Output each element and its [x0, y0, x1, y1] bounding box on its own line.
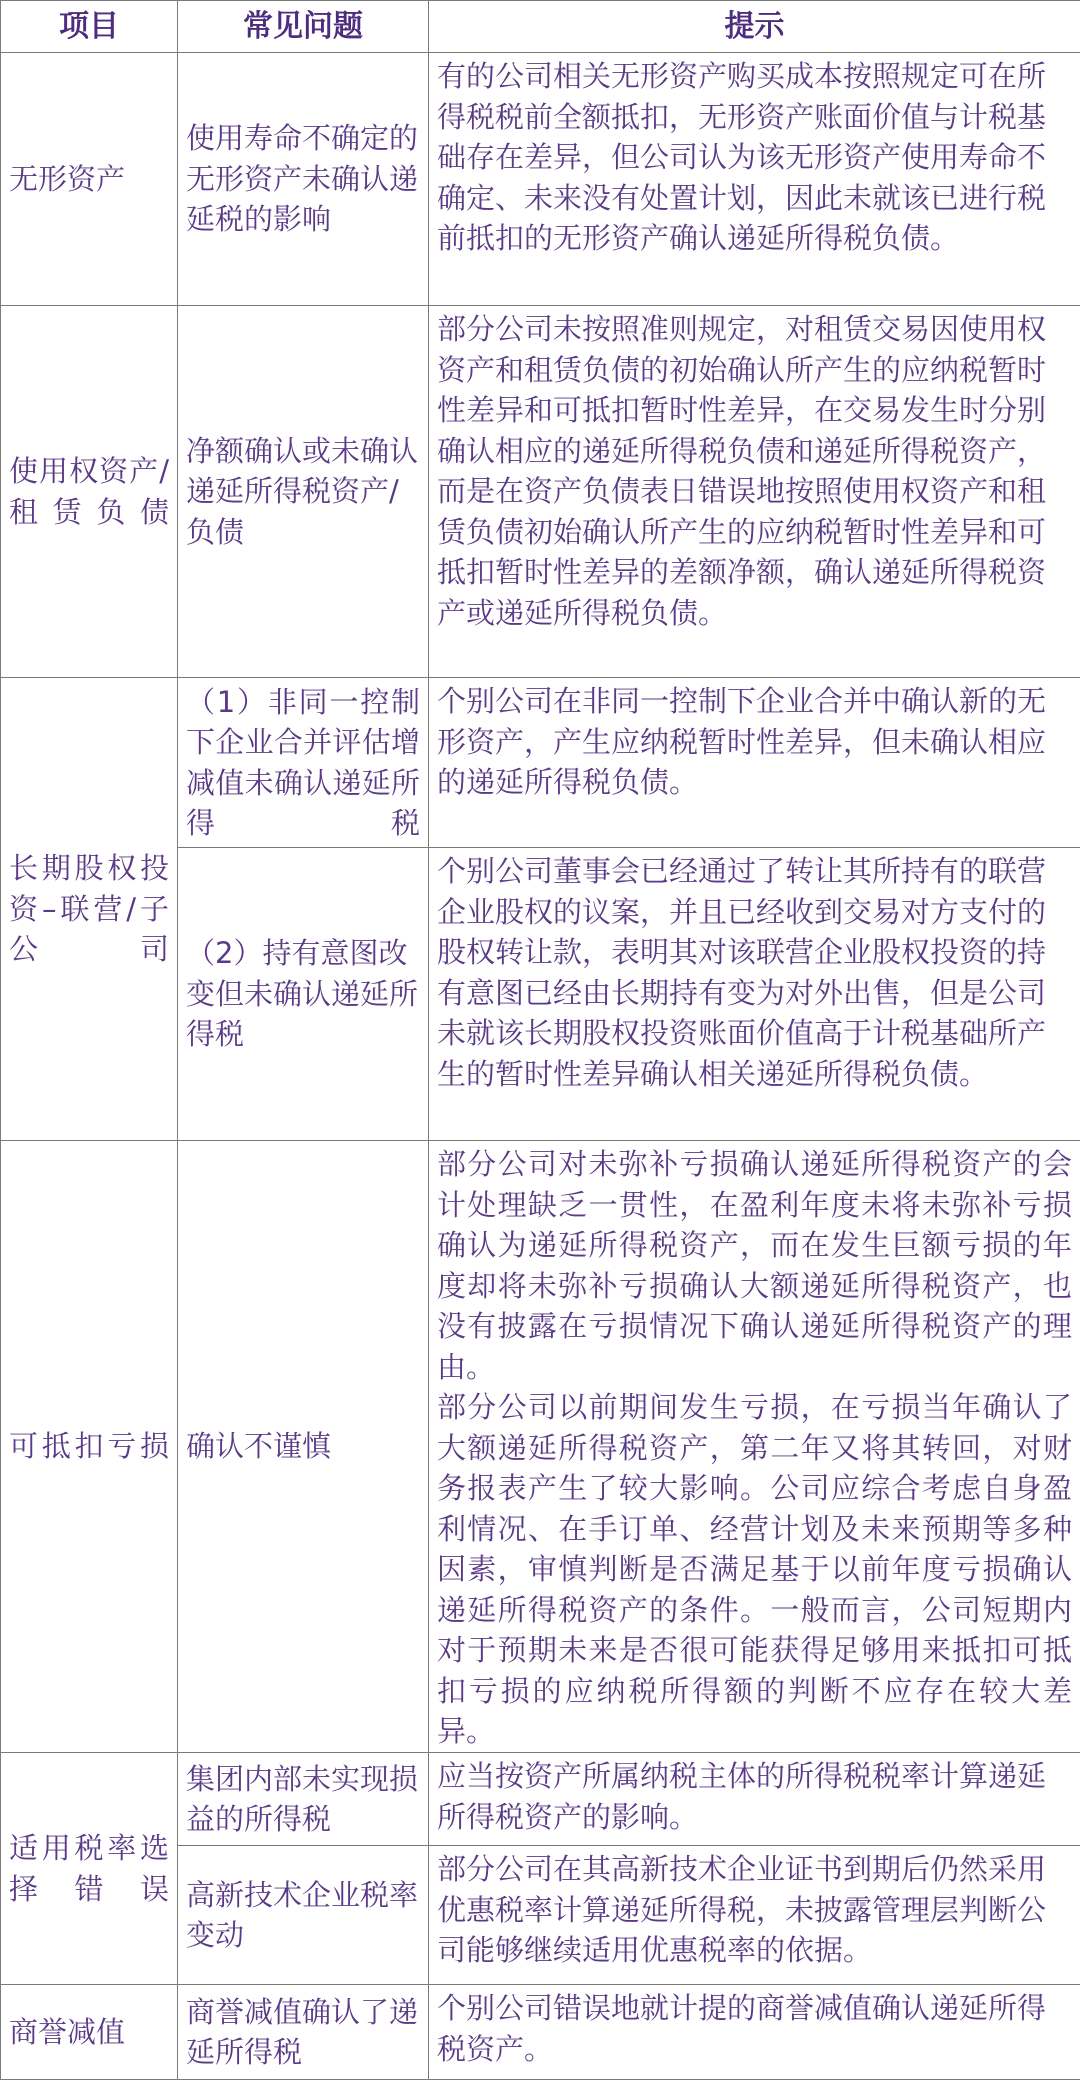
- tip-paragraph: 部分公司以前期间发生亏损，在亏损当年确认了大额递延所得税资产，第二年又将其转回，对财务报表产生了较大影响。公司应综合考虑自身盈利情况、在手订单、经营计划及未来预期等多种因素，审慎判断是否满足基于以前年度亏损确认递延所得税资产的条件。一般而言，公司短期内对于预期未来是否很可能获得足够用来抵扣可抵扣亏损的应纳税所得额的判断不应存在较大差异。: [437, 1387, 1072, 1752]
- issue-cell: 净额确认或未确认递延所得税资产/负债: [178, 306, 429, 678]
- issue-cell: 高新技术企业税率变动: [178, 1846, 429, 1985]
- tip-cell: 应当按资产所属纳税主体的所得税税率计算递延所得税资产的影响。: [429, 1753, 1080, 1846]
- tip-cell: 部分公司未按照准则规定，对租赁交易因使用权资产和租赁负债的初始确认所产生的应纳税暂时性差异和可抵扣暂时性差异，在交易发生时分别确认相应的递延所得税负债和递延所得税资产，而是在资产负债表日错误地按照使用权资产和租赁负债初始确认所产生的应纳税暂时性差异和可抵扣暂时性差异的差额净额，确认递延所得税资产或递延所得税负债。: [429, 306, 1080, 678]
- item-cell: 无形资产: [1, 53, 178, 306]
- item-cell: 适用税率选择错误: [1, 1753, 178, 1985]
- table-row: [1, 1985, 1080, 2080]
- tip-cell: 部分公司在其高新技术企业证书到期后仍然采用优惠税率计算递延所得税，未披露管理层判断公司能够继续适用优惠税率的依据。: [429, 1846, 1080, 1985]
- item-cell: 商誉减值: [1, 1985, 178, 2080]
- tip-paragraph: 部分公司对未弥补亏损确认递延所得税资产的会计处理缺乏一贯性，在盈利年度未将未弥补亏损确认为递延所得税资产，而在发生巨额亏损的年度却将未弥补亏损确认大额递延所得税资产，也没有披露在亏损情况下确认递延所得税资产的理由。: [437, 1144, 1072, 1387]
- tip-cell: 有的公司相关无形资产购买成本按照规定可在所得税税前全额抵扣，无形资产账面价值与计税基础存在差异，但公司认为该无形资产使用寿命不确定、未来没有处置计划，因此未就该已进行税前抵扣的无形资产确认递延所得税负债。: [429, 53, 1080, 306]
- issue-cell: 商誉减值确认了递延所得税: [178, 1985, 429, 2080]
- header-tip: 提示: [429, 1, 1080, 53]
- tip-cell: [429, 1141, 1080, 1753]
- item-cell: 使用权资产/租赁负债: [1, 306, 178, 678]
- tip-cell: 个别公司董事会已经通过了转让其所持有的联营企业股权的议案，并且已经收到交易对方支付的股权转让款，表明其对该联营企业股权投资的持有意图已经由长期持有变为对外出售，但是公司未就该长期股权投资账面价值高于计税基础所产生的暂时性差异确认相关递延所得税负债。: [429, 848, 1080, 1141]
- table-row: [1, 1753, 1080, 1846]
- table-row: [1, 1141, 1080, 1753]
- item-cell: 长期股权投资–联营/子公司: [1, 678, 178, 1141]
- table-row: [1, 53, 1080, 306]
- issue-cell: 确认不谨慎: [178, 1141, 429, 1753]
- tip-cell: 个别公司在非同一控制下企业合并中确认新的无形资产，产生应纳税暂时性差异，但未确认相应的递延所得税负债。: [429, 678, 1080, 848]
- table-row: [1, 306, 1080, 678]
- header-issue: 常见问题: [178, 1, 429, 53]
- item-cell: 可抵扣亏损: [1, 1141, 178, 1753]
- issue-cell: （2）持有意图改变但未确认递延所得税: [178, 848, 429, 1141]
- tip-cell: 个别公司错误地就计提的商誉减值确认递延所得税资产。: [429, 1985, 1080, 2080]
- issue-cell: 集团内部未实现损益的所得税: [178, 1753, 429, 1846]
- table-header-row: [1, 1, 1080, 53]
- header-item: 项目: [1, 1, 178, 53]
- issue-cell: 使用寿命不确定的无形资产未确认递延税的影响: [178, 53, 429, 306]
- issue-cell: （1）非同一控制下企业合并评估增减值未确认递延所得税: [178, 678, 429, 848]
- table-row: [1, 678, 1080, 848]
